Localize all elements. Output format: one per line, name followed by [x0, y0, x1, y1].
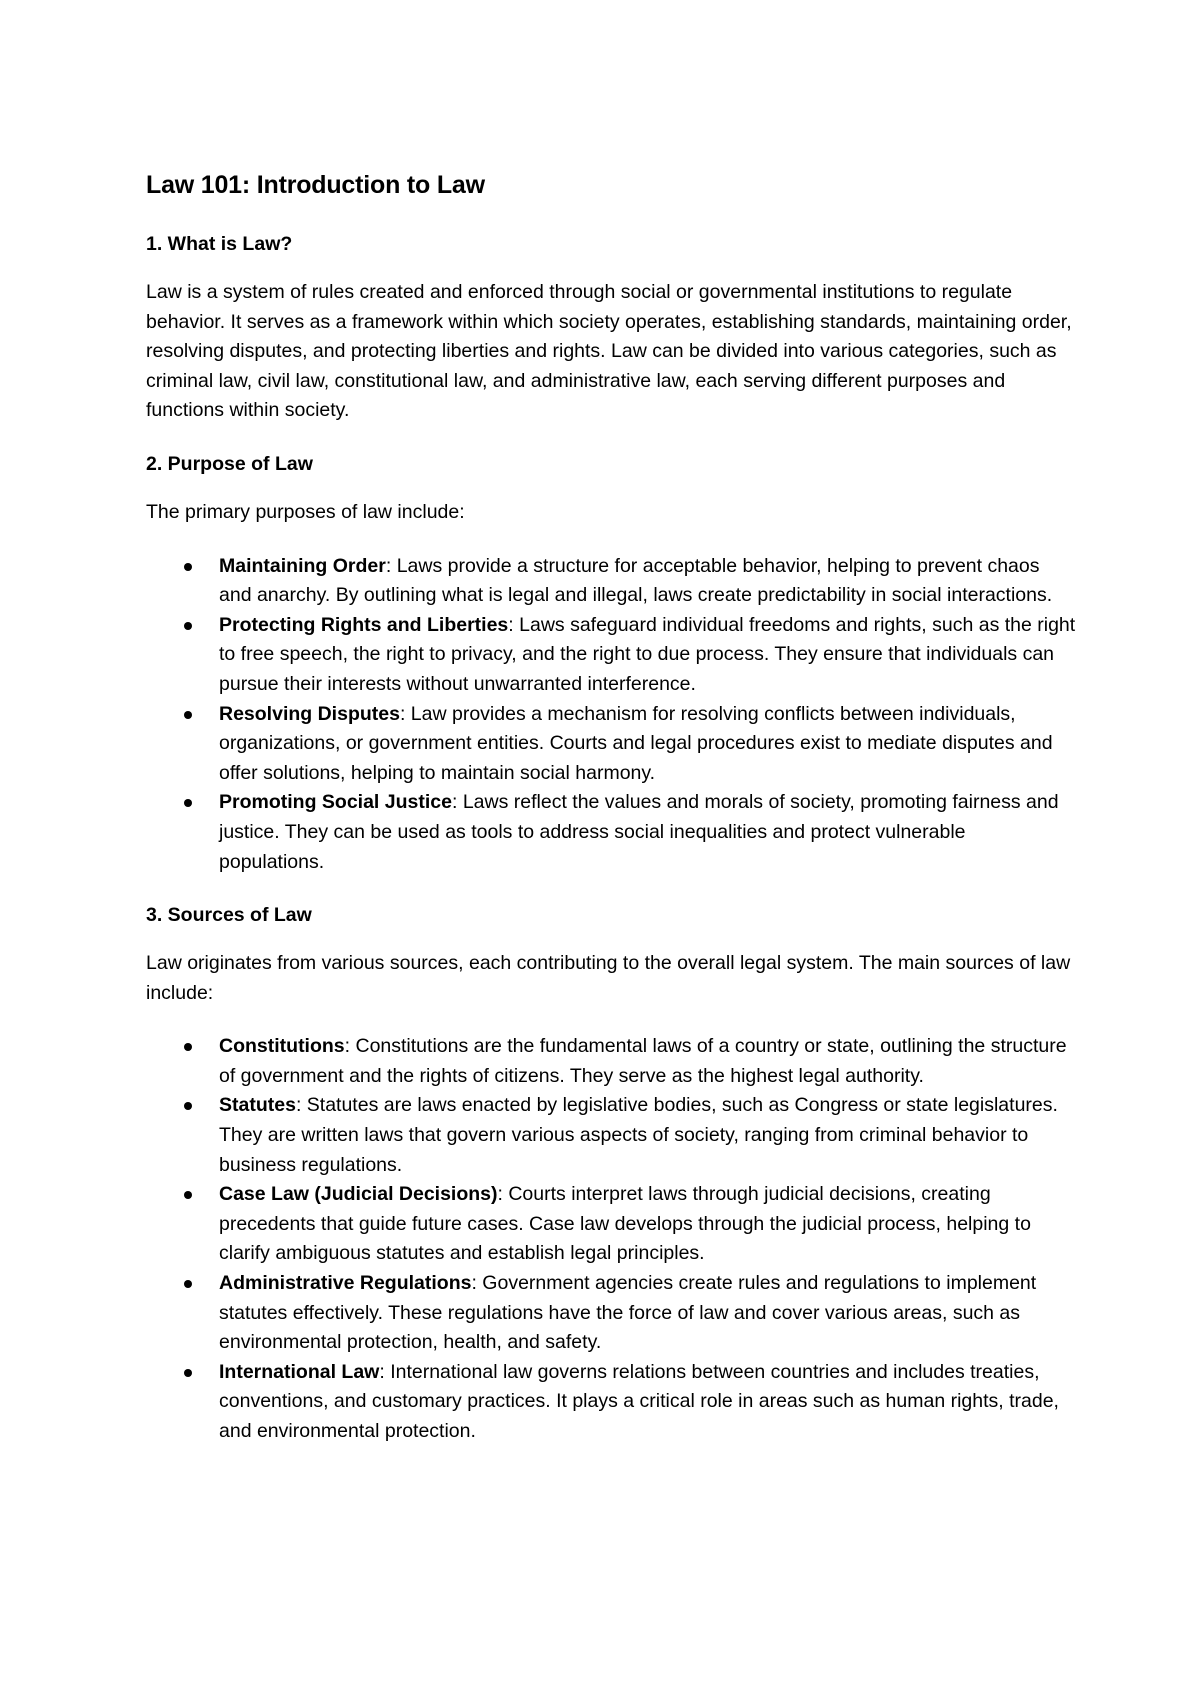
document-title: Law 101: Introduction to Law [146, 171, 485, 199]
section-paragraph-sources-of-law: Law originates from various sources, each contributing to the overall legal system. The main sources of law include: [146, 952, 1071, 1004]
section-heading-purpose-of-law: 2. Purpose of Law [146, 452, 313, 475]
section-paragraph-purpose-of-law: The primary purposes of law include: [146, 500, 465, 523]
bullet-icon [184, 1280, 192, 1288]
purpose-list [146, 552, 1076, 878]
list-item-text: : International law governs relations between countries and includes treaties, conventions, and customary practices. It plays a critical role in areas such as human rights, trade, and environmental protection. [219, 1360, 1059, 1442]
list-item-text: : Laws reflect the values and morals of society, promoting fairness and justice. They can be used as tools to address social inequalities and protect vulnerable populations. [219, 791, 1059, 873]
list-item-text: : Constitutions are the fundamental laws of a country or state, outlining the structure of government and the rights of citizens. They serve as the highest legal authority. [219, 1035, 1067, 1087]
list-item-term: Maintaining Order [219, 554, 386, 577]
sources-list [146, 1032, 1076, 1446]
bullet-icon [184, 1369, 192, 1377]
list-item [146, 552, 1076, 611]
bullet-icon [184, 799, 192, 807]
bullet-icon [184, 711, 192, 719]
list-item-text: : Government agencies create rules and regulations to implement statutes effectively. These regulations have the force of law and cover various areas, such as environmental protection, health, and safety. [219, 1272, 1037, 1354]
list-item-text: : Statutes are laws enacted by legislative bodies, such as Congress or state legislatures. They are written laws that govern various aspects of society, ranging from criminal behavior to business regulations. [219, 1094, 1058, 1176]
list-item [146, 1180, 1076, 1269]
list-item [146, 611, 1076, 700]
list-item-term: Administrative Regulations [219, 1272, 472, 1295]
list-item [146, 700, 1076, 789]
list-item-term: Promoting Social Justice [219, 791, 452, 814]
bullet-icon [184, 563, 192, 571]
list-item [146, 1032, 1076, 1091]
list-item-text: : Laws safeguard individual freedoms and rights, such as the right to free speech, the right to privacy, and the right to due process. They ensure that individuals can pursue their interests without unwarranted interference. [219, 613, 1076, 695]
list-item-term: Protecting Rights and Liberties [219, 613, 509, 636]
section-paragraph-what-is-law: Law is a system of rules created and enforced through social or governmental institutions to regulate behavior. It serves as a framework within which society operates, establishing standards, maintaining order, resolving disputes, and protecting liberties and rights. Law can be divided into various categories, such as criminal law, civil law, constitutional law, and administrative law, each serving different purposes and functions within society. [146, 281, 1072, 422]
section-heading-sources-of-law: 3. Sources of Law [146, 904, 312, 927]
list-item [146, 1358, 1076, 1447]
list-item-term: Constitutions [219, 1035, 345, 1058]
list-item-term: Resolving Disputes [219, 702, 400, 725]
list-item-text: : Law provides a mechanism for resolving conflicts between individuals, organizations, or government entities. Courts and legal procedures exist to mediate disputes and offer solutions, helping to maintain social harmony. [219, 702, 1053, 784]
list-item-term: Case Law (Judicial Decisions) [219, 1183, 498, 1206]
document-page [146, 168, 1076, 1471]
bullet-icon [184, 1102, 192, 1110]
list-item-text: : Laws provide a structure for acceptable behavior, helping to prevent chaos and anarchy. By outlining what is legal and illegal, laws create predictability in social interactions. [219, 554, 1053, 607]
section-heading-what-is-law: 1. What is Law? [146, 233, 293, 255]
bullet-icon [184, 622, 192, 630]
list-item [146, 788, 1076, 877]
list-item-text: : Courts interpret laws through judicial decisions, creating precedents that guide future cases. Case law develops through the judicial process, helping to clarify ambiguous statutes and establish legal principles. [219, 1183, 1031, 1265]
list-item-term: Statutes [219, 1094, 296, 1117]
list-item-term: International Law [219, 1360, 380, 1383]
bullet-icon [184, 1043, 192, 1051]
list-item [146, 1269, 1076, 1358]
bullet-icon [184, 1191, 192, 1199]
list-item [146, 1091, 1076, 1180]
